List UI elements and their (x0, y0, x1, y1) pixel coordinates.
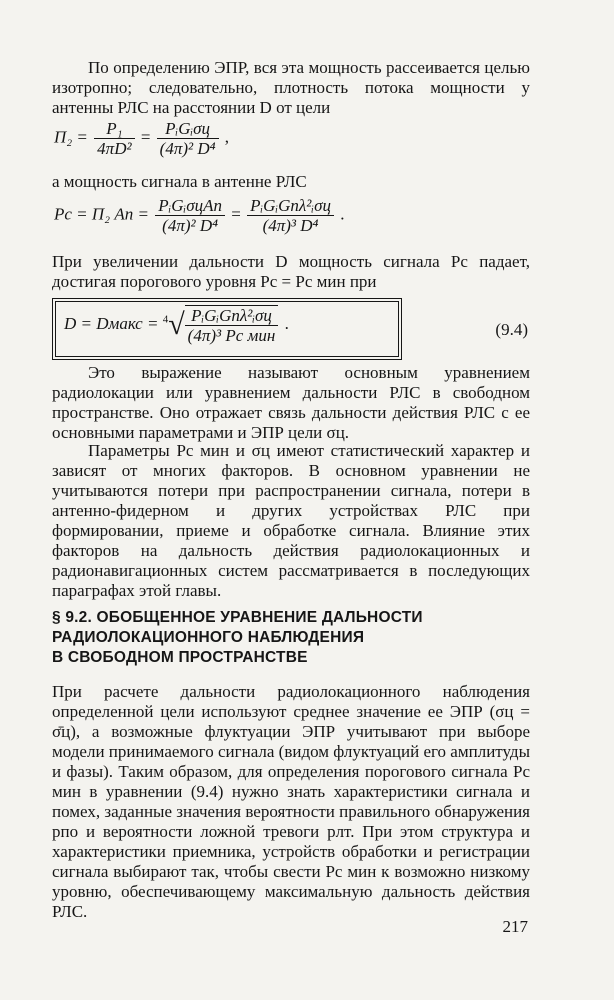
formula2-num1: PᵢGᵢσцAп (155, 196, 225, 216)
formula3-tail: . (284, 313, 289, 333)
intro-paragraph: По определению ЭПР, вся эта мощность рассеивается целью изотропно; следовательно, плотность потока мощности у антенны РЛС на расстоянии D от цели (52, 58, 530, 117)
formula2-fraction-2 (247, 196, 334, 235)
page-number: 217 (502, 917, 528, 936)
formula3-lhs: D = Dмакс = (64, 313, 159, 333)
sqrt-symbol: √ (168, 308, 185, 341)
section-heading (52, 608, 530, 668)
formula1-lhs: Π₂ = (54, 127, 88, 147)
formula2-eq: = (231, 204, 241, 224)
formula-flux-density (54, 119, 229, 158)
formula1-den2: (4π)² D⁴ (159, 139, 216, 158)
paragraph-parameters: Параметры Pс мин и σц имеют статистический характер и зависят от многих факторов. В основном уравнении не учитываются потери при распространении сигнала, потери в антенно-фидерном и других устройствах РЛС при формировании, приеме и обработке сигнала. Влияние этих факторов на дальность действия радиолокационных и радионавигационных систем рассматривается в последующих параграфах этой главы. (52, 441, 530, 600)
range-increase-text: При увеличении дальности D мощность сигнала Pс падает, достигая порогового уровня Pс = Pс мин при (52, 252, 530, 291)
formula3-num: PᵢGᵢGпλ²ᵢσц (185, 306, 279, 326)
formula2-den2: (4π)³ D⁴ (262, 216, 319, 235)
formula1-fraction-1 (94, 119, 134, 158)
paragraph-basic-equation: Это выражение называют основным уравнением радиолокации или уравнением дальности РЛС в свободном пространстве. Оно отражает связь дальности действия РЛС с ее основными параметрами и ЭПР цели σц. (52, 363, 530, 442)
formula2-num2: PᵢGᵢGпλ²ᵢσц (247, 196, 334, 216)
equation-number: (9.4) (495, 320, 528, 339)
formula3-fraction (185, 305, 279, 345)
formula2-den1: (4π)² D⁴ (162, 216, 219, 235)
formula3-den: (4π)³ Pс мин (187, 326, 276, 345)
formula1-num2: PᵢGᵢσц (157, 119, 219, 139)
formula1-den1: 4πD² (97, 139, 132, 158)
formula2-tail: . (340, 204, 345, 224)
formula2-fraction-1 (155, 196, 225, 235)
section-heading-line-1: § 9.2. ОБОБЩЕННОЕ УРАВНЕНИЕ ДАЛЬНОСТИ (52, 609, 423, 626)
formula2-lhs: Pc = Π₂ Aп = (54, 204, 149, 224)
formula1-eq: = (140, 127, 151, 147)
formula-radar-range-equation (64, 305, 289, 345)
section-heading-line-2: РАДИОЛОКАЦИОННОГО НАБЛЮДЕНИЯ (52, 629, 365, 646)
signal-power-line: а мощность сигнала в антенне РЛС (52, 172, 307, 191)
paragraph-range-calculation: При расчете дальности радиолокационного наблюдения определенной цели используют среднее значение ее ЭПР (σц = σ̄ц), а возможные флуктуации ЭПР учитывают при выборе модели принимаемого сигнала (видом флуктуаций его амплитуды и фазы). Таким образом, для определения порогового сигнала Pс мин в уравнении (9.4) нужно знать характеристики сигнала и помех, заданные значения вероятности правильного обнаружения pпо и вероятности ложной тревоги pлт. При этом структура и характеристики приемника, устройств обработки и регистрации сигнала выбирают так, чтобы свести Pс мин к возможно низкому уровню, обеспечивающему максимальную дальность действия РЛС. (52, 682, 530, 921)
formula1-tail: , (224, 127, 230, 147)
formula3-root-index: 4 (162, 313, 169, 326)
formula-signal-power (54, 196, 344, 235)
formula1-fraction-2 (157, 119, 219, 158)
formula1-num1: P₁ (94, 119, 134, 139)
section-heading-line-3: В СВОБОДНОМ ПРОСТРАНСТВЕ (52, 649, 308, 666)
